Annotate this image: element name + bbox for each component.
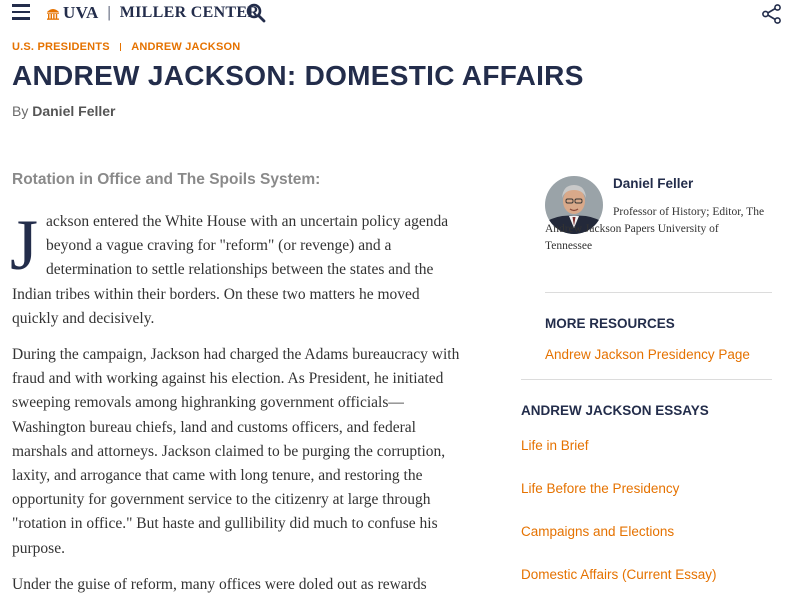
share-icon[interactable] (761, 3, 783, 25)
article-body (10, 205, 460, 600)
author-name-link[interactable]: Daniel Feller (613, 176, 694, 191)
article-paragraph: Under the guise of reform, many offices were doled out as rewards (12, 575, 427, 593)
article-paragraph: During the campaign, Jackson had charged the Adams bureaucracy with fraud and with working against his election. As President, he initiated sweeping removals among highranking government officials—Washington bureau chiefs, land and customs officers, and federal marshals and attorneys. Jackson claimed to be purging the corruption, laxity, and arrogance that came with long tenure, and restoring the opportunity for government service to the citizenry at large through "rotation in office." But haste and gullibility did much to confuse his purpose. (12, 346, 460, 557)
sidebar-divider (521, 379, 772, 380)
section-heading: Rotation in Office and The Spoils System: (12, 171, 321, 188)
byline-prefix: By (12, 103, 29, 119)
sidebar-divider (545, 292, 772, 293)
more-resources-heading: MORE RESOURCES (545, 316, 675, 331)
page-title: ANDREW JACKSON: DOMESTIC AFFAIRS (12, 60, 584, 91)
breadcrumb-us-presidents[interactable]: U.S. PRESIDENTS (12, 41, 110, 53)
essay-link-life-before-presidency[interactable]: Life Before the Presidency (521, 481, 680, 496)
rotunda-icon (46, 6, 60, 20)
drop-cap: J (10, 205, 39, 285)
logo-uva-text: UVA (63, 3, 99, 22)
logo-separator: | (107, 4, 111, 21)
essays-heading: ANDREW JACKSON ESSAYS (521, 403, 709, 418)
essay-link-life-in-brief[interactable]: Life in Brief (521, 438, 589, 453)
andrew-jackson-presidency-link[interactable]: Andrew Jackson Presidency Page (545, 347, 750, 362)
essay-link-domestic-affairs[interactable]: Domestic Affairs (Current Essay) (521, 567, 717, 582)
byline (12, 103, 116, 119)
breadcrumb-separator (120, 43, 122, 51)
article-paragraph (10, 205, 460, 331)
site-logo[interactable] (46, 2, 259, 24)
byline-author-link[interactable]: Daniel Feller (32, 103, 116, 119)
site-header (0, 0, 792, 30)
breadcrumb (12, 41, 240, 53)
breadcrumb-andrew-jackson[interactable]: ANDREW JACKSON (131, 41, 241, 53)
essay-link-campaigns-elections[interactable]: Campaigns and Elections (521, 524, 675, 539)
paragraph-text: ackson entered the White House with an uncertain policy agenda beyond a vague craving for "reform" (or revenge) and a determination to settle relationships between the states and the Indian tribes within their borders. On these two matters he moved quickly and decisively. (12, 213, 449, 327)
search-icon[interactable] (246, 3, 266, 23)
hamburger-menu-icon[interactable] (12, 4, 30, 20)
author-bio: Professor of History; Editor, The Andrew Jackson Papers University of Tennessee (545, 206, 765, 252)
logo-miller-center-text: MILLER CENTER (119, 4, 260, 21)
